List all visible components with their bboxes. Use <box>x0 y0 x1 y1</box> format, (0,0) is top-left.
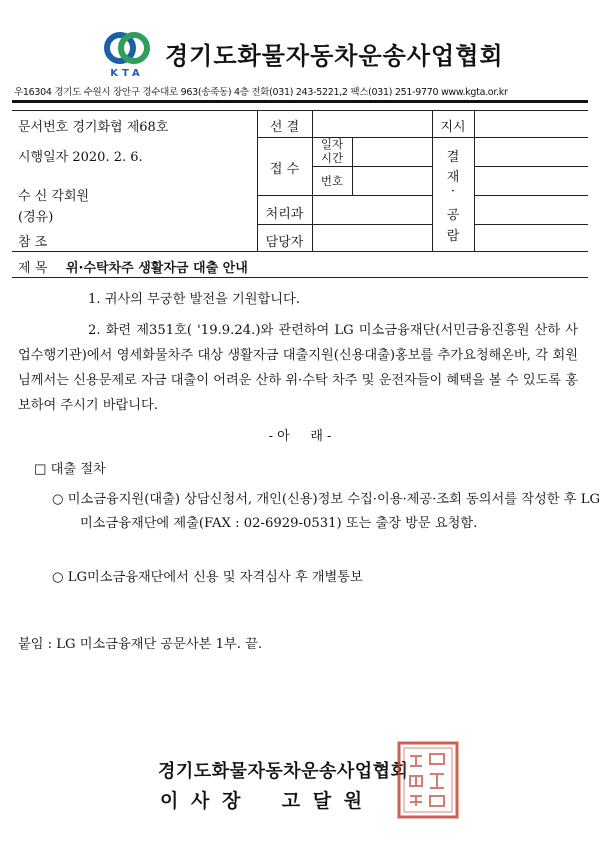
issue-date: 시행일자 2020. 2. 6. <box>18 150 143 165</box>
doc-number: 문서번호 경기화협 제68호 <box>18 120 169 135</box>
jeopsu-label: 접 수 <box>269 162 300 177</box>
grid-row-line <box>474 224 588 225</box>
table-top-border <box>12 110 588 111</box>
table-bottom-border <box>12 277 588 278</box>
procedure-item-1: ○ 미소금융지원(대출) 상담신청서, 개인(신용)정보 수집·이용·제공·조회 동의서를 작성한 후 LG 미소금융재단에 제출(FAX : 02-6929-0531) 또는 출장 방문 요청함. <box>52 492 600 531</box>
footer-org-name: 경기도화물자동차운송사업협회 <box>158 761 409 782</box>
section-title: □ 대출 절차 <box>34 462 106 477</box>
seongyeol-label: 선 결 <box>269 120 300 135</box>
kta-logo <box>98 30 156 80</box>
cheorigwa-label: 처리과 <box>265 207 304 222</box>
grid-row-line <box>257 137 588 138</box>
logo-text: KTA <box>110 68 144 79</box>
grid-row-line <box>474 195 588 196</box>
attachment-note: 붙임 : LG 미소금융재단 공문사본 1부. 끝. <box>18 637 263 652</box>
via: (경유) <box>18 210 54 225</box>
grid-row-line <box>474 166 588 167</box>
recipient: 수 신 각회원 <box>18 189 90 204</box>
grid-row-line <box>312 166 432 167</box>
gyeoljae-char-4: 공 <box>446 208 460 223</box>
subject: 위·수탁차주 생활자금 대출 안내 <box>66 261 248 276</box>
paragraph-2: 2. 화련 제351호( '19.9.24.)와 관련하여 LG 미소금융재단(서민금융진흥원 산하 사업수행기관)에서 영세화물차주 대상 생활자금 대출지원(신용대출)홍보를 추가요청해온바, 각 회원님께서는 신용문제로 자금 대출이 어려운 산하 위·수탁 차주 및 운전자들이 혜택을 볼 수 있도록 홍보하여 주시기 바랍니다. <box>18 323 578 413</box>
grid-row-line <box>257 195 432 196</box>
org-title: 경기도화물자동차운송사업협회 <box>165 42 504 70</box>
gyeoljae-char-2: 재 <box>446 170 460 185</box>
beonho-label: 번호 <box>320 174 344 188</box>
gyeoljae-char-5: 람 <box>446 229 460 244</box>
damdangja-label: 담당자 <box>265 235 304 250</box>
sigan-label: 시간 <box>320 151 344 165</box>
jisi-label: 지시 <box>440 120 466 135</box>
footer-president: 이 사 장 고 달 원 <box>160 790 366 812</box>
gyeoljae-char-3: · <box>450 184 456 199</box>
table-mid-border <box>12 251 588 252</box>
grid-divider <box>474 110 475 251</box>
below-heading: - 아 래 - <box>268 429 332 444</box>
reference: 참 조 <box>18 235 48 250</box>
address-line: 우16304 경기도 수원시 장안구 경수대로 963(송죽동) 4층 전화(031) 243-5221,2 팩스(031) 251-9770 www.kgta.or.kr <box>14 87 508 98</box>
paragraph-1: 1. 귀사의 무궁한 발전을 기원합니다. <box>88 292 300 307</box>
grid-row-line <box>257 224 432 225</box>
subject-label: 제 목 <box>18 261 48 276</box>
official-seal <box>396 740 460 820</box>
gyeoljae-char-1: 결 <box>446 150 460 165</box>
procedure-item-2: ○ LG미소금융재단에서 신용 및 자격심사 후 개별통보 <box>52 570 363 585</box>
header-rule <box>12 100 588 103</box>
ilja-label: 일자 <box>320 137 344 151</box>
